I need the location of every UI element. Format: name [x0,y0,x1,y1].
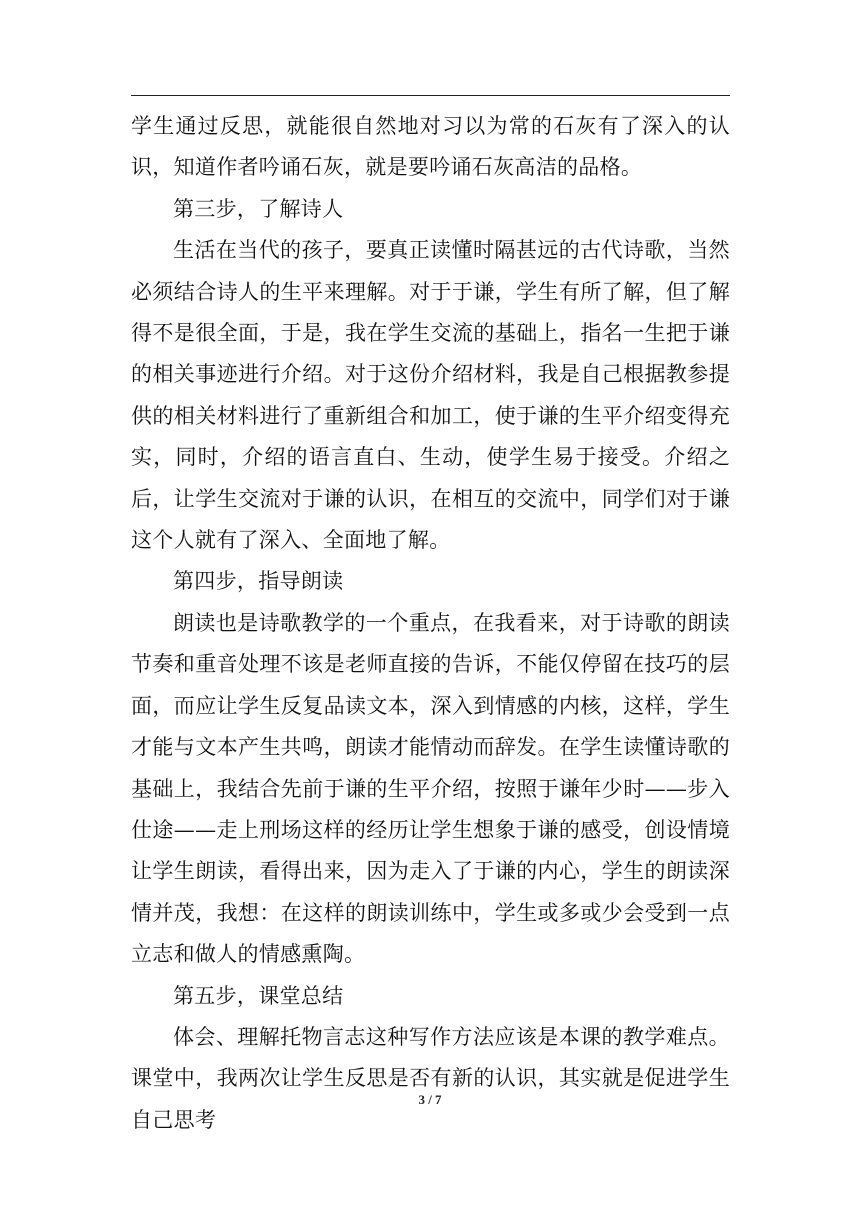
heading-step-five: 第五步，课堂总结 [173,983,344,1008]
page-number: 3 / 7 [418,1092,442,1107]
paragraph-continuation: 学生通过反思，就能很自然地对习以为常的石灰有了深入的认识，知道作者吟诵石灰，就是要吟诵石灰高洁的品格。 [131,114,730,180]
heading-step-three: 第三步，了解诗人 [173,196,344,221]
document-body [131,106,730,1141]
paragraph-step-five: 体会、理解托物言志这种写作方法应该是本课的教学难点。课堂中，我两次让学生反思是否有新的认识，其实就是促进学生自己思考 [131,1024,730,1132]
header-rule [131,95,730,96]
heading-step-four: 第四步，指导朗读 [173,569,344,594]
paragraph-step-four: 朗读也是诗歌教学的一个重点，在我看来，对于诗歌的朗读节奏和重音处理不该是老师直接的告诉，不能仅停留在技巧的层面，而应让学生反复品读文本，深入到情感的内核，这样，学生才能与文本产生共鸣，朗读才能情动而辞发。在学生读懂诗歌的基础上，我结合先前于谦的生平介绍，按照于谦年少时——步入仕途——走上刑场这样的经历让学生想象于谦的感受，创设情境让学生朗读，看得出来，因为走入了于谦的内心，学生的朗读深情并茂，我想：在这样的朗读训练中，学生或多或少会受到一点立志和做人的情感熏陶。 [131,610,730,967]
paragraph-step-three: 生活在当代的孩子，要真正读懂时隔甚远的古代诗歌，当然必须结合诗人的生平来理解。对于于谦，学生有所了解，但了解得不是很全面，于是，我在学生交流的基础上，指名一生把于谦的相关事迹进行介绍。对于这份介绍材料，我是自己根据教参提供的相关材料进行了重新组合和加工，使于谦的生平介绍变得充实，同时，介绍的语言直白、生动，使学生易于接受。介绍之后，让学生交流对于谦的认识，在相互的交流中，同学们对于谦这个人就有了深入、全面地了解。 [131,238,730,553]
